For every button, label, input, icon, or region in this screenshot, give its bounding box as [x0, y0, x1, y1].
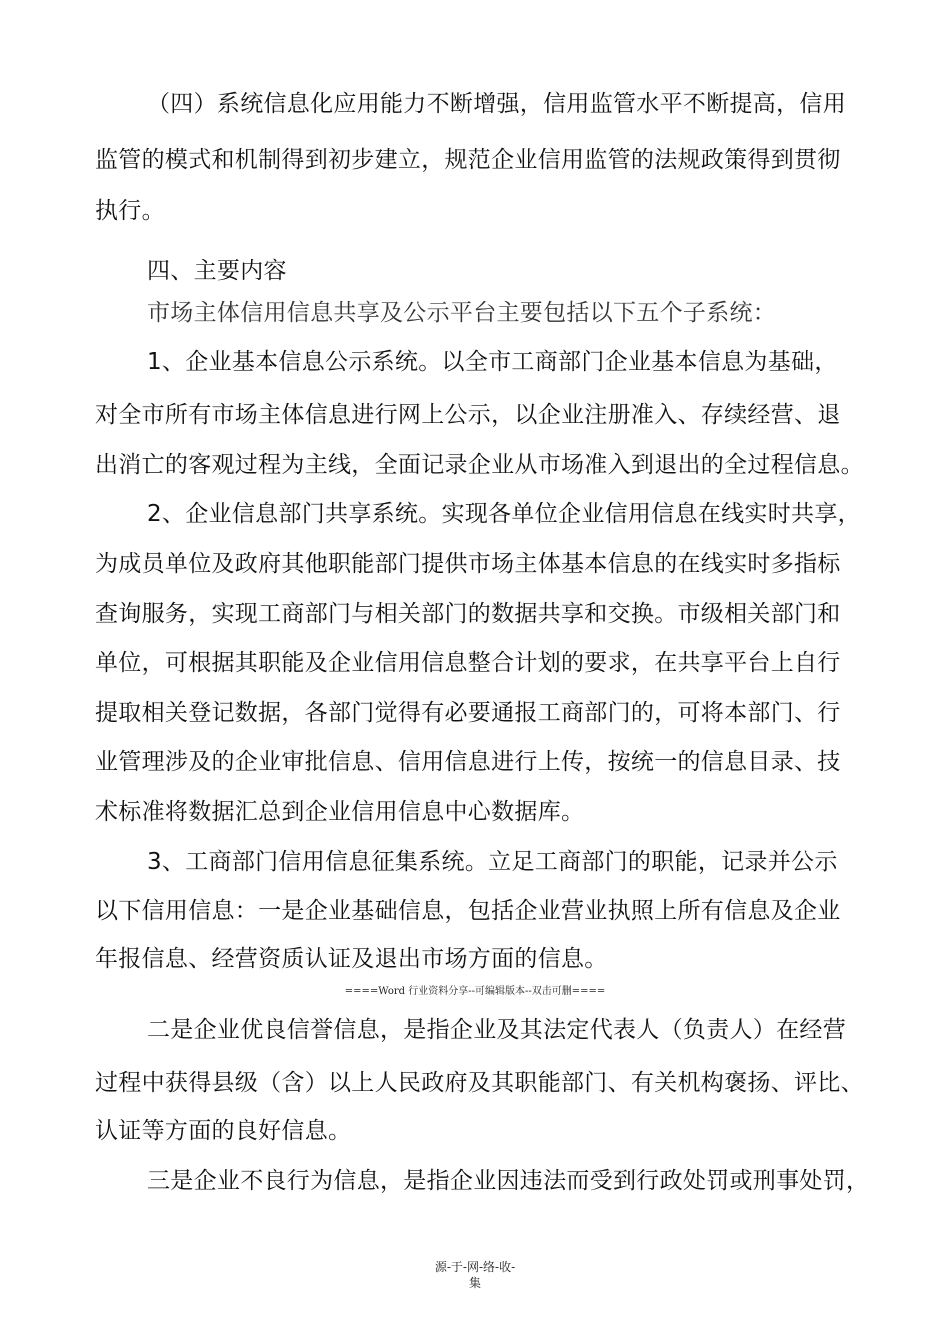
paragraph-line: 查询服务，实现工商部门与相关部门的数据共享和交换。市级相关部门和 [95, 601, 841, 627]
paragraph-line: 以下信用信息：一是企业基础信息，包括企业营业执照上所有信息及企业 [95, 898, 841, 924]
paragraph-line: 2、企业信息部门共享系统。实现各单位企业信用信息在线实时共享， [147, 501, 861, 527]
editable-version-note: ====Word 行业资料分享--可编辑版本--双击可删==== [344, 986, 606, 997]
section-heading: 四、主要内容 [147, 258, 287, 284]
page-footer [0, 1259, 950, 1291]
paragraph-line: 对全市所有市场主体信息进行网上公示，以企业注册准入、存续经营、退 [95, 402, 841, 428]
paragraph-line: 提取相关登记数据，各部门觉得有必要通报工商部门的，可将本部门、行 [95, 700, 841, 726]
paragraph-line: 认证等方面的良好信息。 [95, 1118, 352, 1144]
intro-line: 市场主体信用信息共享及公示平台主要包括以下五个子系统： [147, 300, 777, 326]
paragraph-line: 年报信息、经营资质认证及退出市场方面的信息。 [95, 946, 608, 972]
paragraph-line: 3、工商部门信用信息征集系统。立足工商部门的职能，记录并公示 [147, 849, 838, 875]
paragraph-line: 单位，可根据其职能及企业信用信息整合计划的要求，在共享平台上自行 [95, 650, 841, 676]
paragraph-line: 二是企业优良信誉信息，是指企业及其法定代表人（负责人）在经营 [147, 1017, 846, 1043]
footer-line: 集 [468, 1276, 481, 1290]
paragraph-line: （四）系统信息化应用能力不断增强，信用监管水平不断提高，信用 [147, 91, 846, 117]
paragraph-line: 术标准将数据汇总到企业信用信息中心数据库。 [95, 799, 585, 825]
paragraph-line: 三是企业不良行为信息，是指企业因违法而受到行政处罚或刑事处罚， [147, 1168, 870, 1194]
paragraph-line: 出消亡的客观过程为主线，全面记录企业从市场准入到退出的全过程信息。 [95, 452, 864, 478]
paragraph-line: 监管的模式和机制得到初步建立，规范企业信用监管的法规政策得到贯彻 [95, 147, 841, 173]
paragraph-line: 为成员单位及政府其他职能部门提供市场主体基本信息的在线实时多指标 [95, 551, 841, 577]
paragraph-line: 执行。 [95, 198, 165, 224]
footer-line: 源-于-网-络-收- [434, 1260, 516, 1274]
paragraph-line: 业管理涉及的企业审批信息、信用信息进行上传，按统一的信息目录、技 [95, 749, 841, 775]
paragraph-line: 1、企业基本信息公示系统。以全市工商部门企业基本信息为基础， [147, 349, 838, 375]
paragraph-line: 过程中获得县级（含）以上人民政府及其职能部门、有关机构褒扬、评比、 [95, 1070, 864, 1096]
